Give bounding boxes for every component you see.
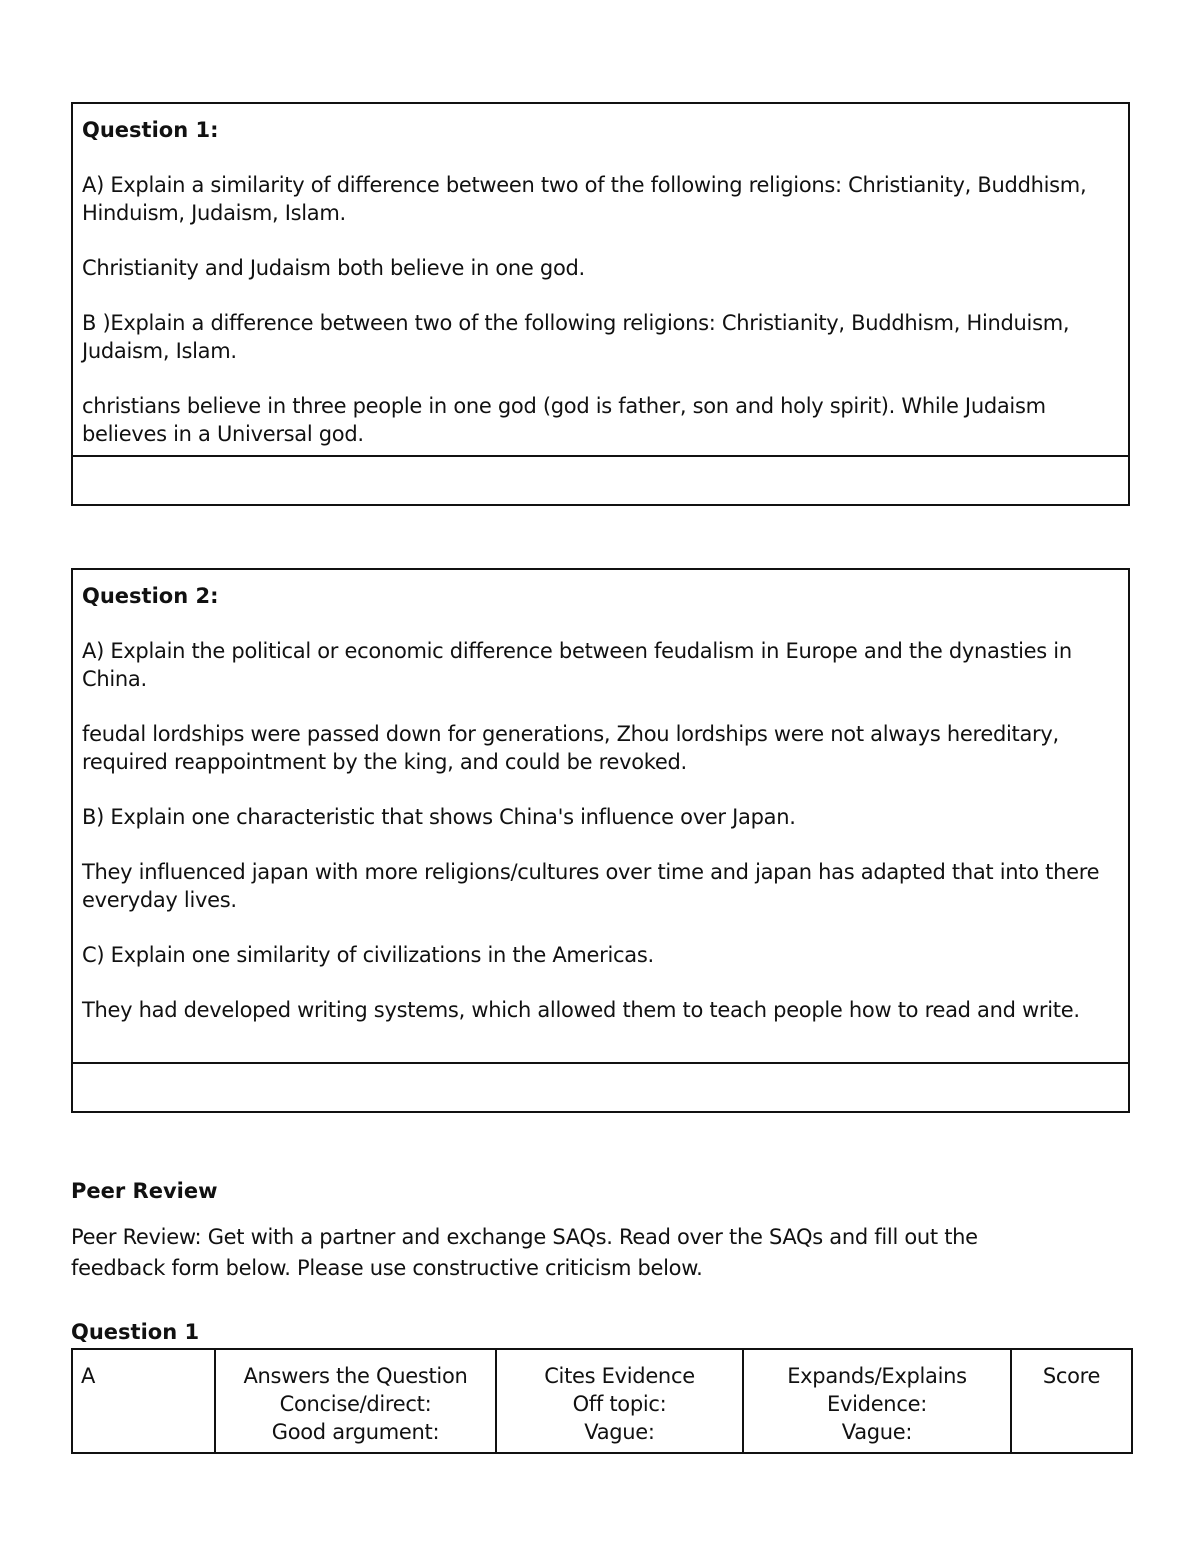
question-1-content bbox=[73, 104, 1128, 457]
concise-direct-label: Concise/direct: bbox=[279, 1392, 432, 1416]
vague-label: Vague: bbox=[841, 1420, 913, 1444]
question-2-part-a-answer[interactable]: feudal lordships were passed down for generations, Zhou lordships were not always hereditary, required reappointment by the king, and could be revoked. bbox=[82, 722, 1059, 774]
question-2-part-c-answer[interactable]: They had developed writing systems, which allowed them to teach people how to read and write. bbox=[82, 998, 1080, 1022]
cites-evidence-label: Cites Evidence bbox=[544, 1364, 695, 1388]
question-1-part-a-answer[interactable]: Christianity and Judaism both believe in one god. bbox=[82, 256, 585, 280]
question-1-title: Question 1: bbox=[82, 118, 219, 142]
question-2-part-c-prompt: C) Explain one similarity of civilizations in the Americas. bbox=[82, 943, 654, 967]
question-2-part-a-prompt: A) Explain the political or economic difference between feudalism in Europe and the dynasties in China. bbox=[82, 639, 1072, 691]
expands-explains-label: Expands/Explains bbox=[787, 1364, 967, 1388]
question-1-part-b-answer[interactable]: christians believe in three people in one god (god is father, son and holy spirit). While Judaism believes in a Universal god. bbox=[82, 394, 1046, 446]
score-cell[interactable]: Score bbox=[1011, 1349, 1132, 1453]
question-1-empty-row[interactable] bbox=[73, 457, 1128, 503]
question-1-part-a-prompt: A) Explain a similarity of difference between two of the following religions: Christianity, Buddhism, Hinduism, Judaism, Islam. bbox=[82, 173, 1087, 225]
question-2-part-b-prompt: B) Explain one characteristic that shows China's influence over Japan. bbox=[82, 805, 796, 829]
feedback-table bbox=[71, 1348, 1133, 1454]
answers-question-cell[interactable] bbox=[215, 1349, 496, 1453]
table-row bbox=[72, 1349, 1132, 1453]
answers-question-label: Answers the Question bbox=[243, 1364, 468, 1388]
good-argument-label: Good argument: bbox=[271, 1420, 440, 1444]
cites-evidence-cell[interactable] bbox=[496, 1349, 743, 1453]
off-topic-label: Off topic: bbox=[572, 1392, 667, 1416]
vague-label: Vague: bbox=[584, 1420, 655, 1444]
row-label-cell: A bbox=[72, 1349, 215, 1453]
expands-explains-cell[interactable] bbox=[743, 1349, 1011, 1453]
question-2-content bbox=[73, 570, 1128, 1064]
peer-review-heading: Peer Review bbox=[71, 1179, 218, 1203]
question-2-part-b-answer[interactable]: They influenced japan with more religions/cultures over time and japan has adapted that into there everyday lives. bbox=[82, 860, 1100, 912]
question-2-title: Question 2: bbox=[82, 584, 219, 608]
peer-review-intro: Peer Review: Get with a partner and exchange SAQs. Read over the SAQs and fill out the feedback form below. Please use constructive criticism below. bbox=[71, 1225, 978, 1280]
evidence-label: Evidence: bbox=[827, 1392, 927, 1416]
question-2-box bbox=[71, 568, 1130, 1113]
question-1-box bbox=[71, 102, 1130, 506]
question-1-part-b-prompt: B )Explain a difference between two of the following religions: Christianity, Buddhism, Hinduism, Judaism, Islam. bbox=[82, 311, 1070, 363]
peer-review-question-1-heading: Question 1 bbox=[71, 1320, 200, 1344]
question-2-empty-row[interactable] bbox=[73, 1064, 1128, 1110]
